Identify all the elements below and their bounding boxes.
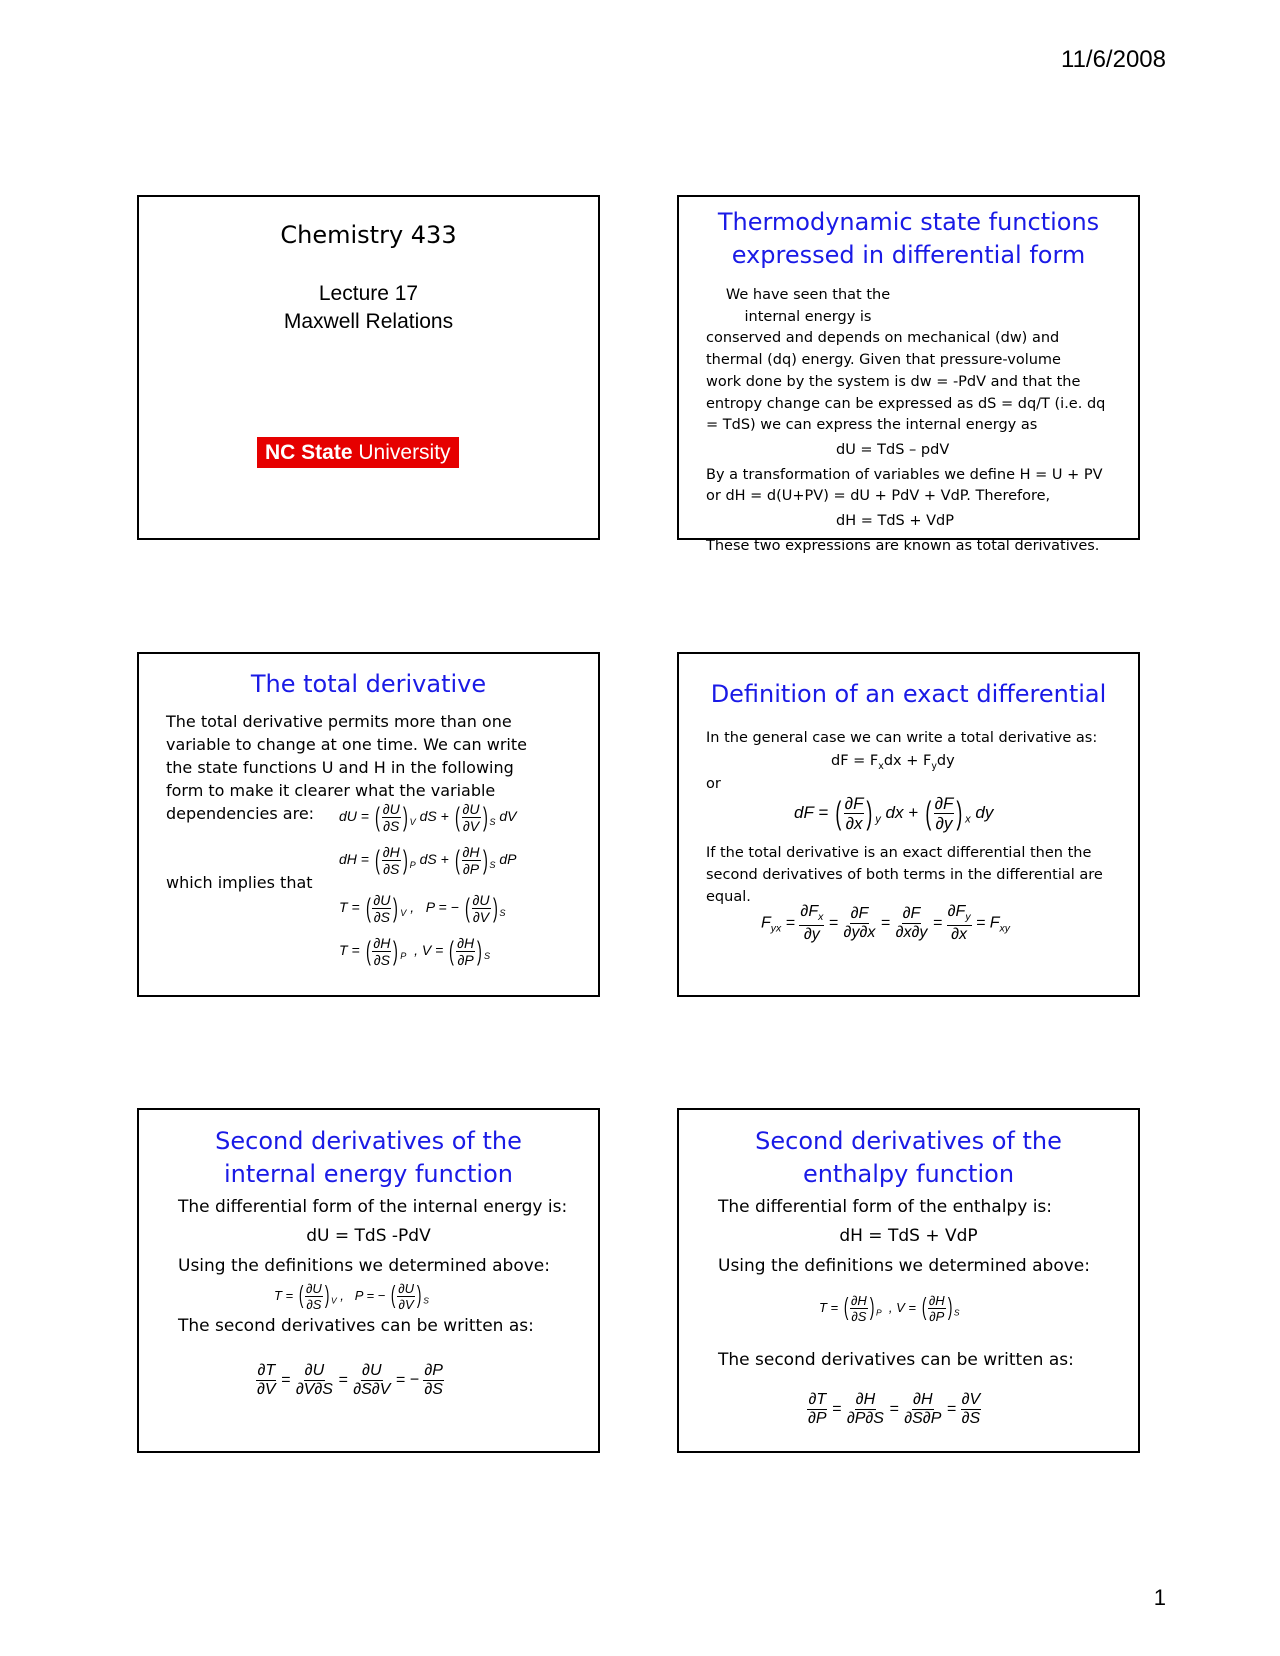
text-line: form to make it clearer what the variable (166, 781, 496, 800)
equation-T-P: T = ( $\frac{\partial U}{\partial S}$ ) $_V$ , P = − ( $\frac{\partial U}{\partial V}$ ) $_S$ (274, 1281, 429, 1312)
para-line: conserved and depends on mechanical (dw) and (706, 330, 1060, 347)
equation-dF: dF = ( $\frac{\partial F}{\partial x}$ ) $_y$ dx + ( $\frac{\partial F}{\partial y}$ ) $_x$ dy (794, 794, 994, 833)
nc-state-logo (257, 437, 459, 468)
text-line: If the total derivative is an exact differential then the (706, 845, 1092, 861)
page-number: 1 (1153, 1585, 1166, 1610)
course-title: Chemistry 433 (280, 221, 457, 249)
equation-dh: dH = TdS + VdP (839, 1226, 978, 1246)
para-line: = TdS) we can express the internal energy as (706, 417, 1038, 434)
text-line: The differential form of the internal energy is: (178, 1197, 568, 1217)
para-line: By a transformation of variables we define H = U + PV (706, 466, 1103, 483)
equation-du: dU = TdS – pdV (836, 441, 950, 458)
slide-total-derivative (137, 652, 600, 997)
page-date: 11/6/2008 (1061, 46, 1166, 73)
text-line: In the general case we can write a total derivative as: (706, 730, 1098, 746)
slide-title-line1: Thermodynamic state functions (717, 208, 1100, 236)
slide-exact-differential (677, 652, 1140, 997)
text-line: the state functions U and H in the following (166, 758, 514, 777)
para-line: entropy change can be expressed as dS = dq/T (i.e. dq (706, 395, 1106, 412)
equation-T-V: T = ( $\frac{\partial H}{\partial S}$ ) $_P$ , V = ( $\frac{\partial H}{\partial P}$ ) $_S$ (339, 935, 491, 968)
equation-second-derivatives: $\frac{\partial T}{\partial V}$ = $\frac{\partial U}{\partial V\partial S}$ = $\frac{\partial U}{\partial S\partial V}$ = − $\frac{\partial P}{\partial S}$ (257, 1362, 443, 1398)
text-line: equal. (706, 889, 751, 905)
equation-du: dU = TdS -PdV (306, 1226, 431, 1246)
text-line: The second derivatives can be written as: (178, 1316, 534, 1336)
text-line: second derivatives of both terms in the differential are (706, 867, 1103, 883)
logo-regular: University (358, 441, 451, 464)
equation-dh: dH = TdS + VdP (836, 513, 954, 530)
slide-title: The total derivative (250, 670, 487, 698)
slide-title: Definition of an exact differential (710, 680, 1107, 708)
text-line: The second derivatives can be written as: (718, 1350, 1074, 1370)
slide-enthalpy-second-derivatives (677, 1108, 1140, 1453)
slide-title-line1: Second derivatives of the (215, 1127, 522, 1155)
equation-mixed-partials: $F_{yx}$ = $\frac{\partial F_x}{\partial y}$ = $\frac{\partial F}{\partial y\partial x}$ = $\frac{\partial F}{\partial x\partial y}$ = $\frac{\partial F_y}{\partial x}$ = $F_{xy}$ (761, 903, 1010, 943)
para-line: work done by the system is dw = -PdV and that the (706, 373, 1081, 390)
equation-second-derivatives: $\frac{\partial T}{\partial P}$ = $\frac{\partial H}{\partial P\partial S}$ = $\frac{\partial H}{\partial S\partial P}$ = $\frac{\partial V}{\partial S}$ (808, 1391, 981, 1427)
text-line: Using the definitions we determined above: (718, 1256, 1090, 1276)
para-line: thermal (dq) energy. Given that pressure-volume (706, 352, 1061, 369)
equation-dU: dU = ( $\frac{\partial U}{\partial S}$ ) $_V$ dS + ( $\frac{\partial U}{\partial V}$ ) $_S$ dV (339, 801, 517, 834)
text-line: or (706, 776, 721, 792)
equation-T-P: T = ( $\frac{\partial U}{\partial S}$ ) $_V$ , P = − ( $\frac{\partial U}{\partial V}$ ) $_S$ (339, 892, 506, 925)
para-line: or dH = d(U+PV) = dU + PdV + VdP. Therefore, (706, 488, 1051, 505)
equation-dF-simple: dF = $F_xdx + F_ydy$ (831, 753, 955, 772)
equation-dH: dH = ( $\frac{\partial H}{\partial S}$ ) $_P$ dS + ( $\frac{\partial H}{\partial P}$ ) $_S$ dP (339, 844, 517, 877)
equation-T-V: T = ( $\frac{\partial H}{\partial S}$ ) $_P$ , V = ( $\frac{\partial H}{\partial P}$ ) $_S$ (819, 1293, 960, 1324)
text-line: dependencies are: (166, 804, 315, 823)
slide-title (137, 195, 600, 540)
slide-title-line2: enthalpy function (802, 1160, 1015, 1188)
text-line: The differential form of the enthalpy is: (718, 1197, 1052, 1217)
slide-title-line2: expressed in differential form (731, 241, 1086, 269)
slide-state-functions (677, 195, 1140, 554)
slide-internal-energy-second-derivatives (137, 1108, 600, 1453)
lecture-topic: Maxwell Relations (283, 310, 454, 333)
para-line: We have seen that the internal energy is (725, 287, 891, 325)
text-line: The total derivative permits more than one (166, 712, 512, 731)
logo-bold: NC State (265, 441, 353, 464)
lecture-number: Lecture 17 (318, 282, 419, 305)
text-line: variable to change at one time. We can write (166, 735, 527, 754)
para-line: These two expressions are known as total derivatives. (706, 537, 1100, 554)
text-line: Using the definitions we determined above: (178, 1256, 550, 1276)
slide-title-line2: internal energy function (223, 1160, 513, 1188)
slide-title-line1: Second derivatives of the (755, 1127, 1062, 1155)
text-line: which implies that (166, 873, 313, 892)
